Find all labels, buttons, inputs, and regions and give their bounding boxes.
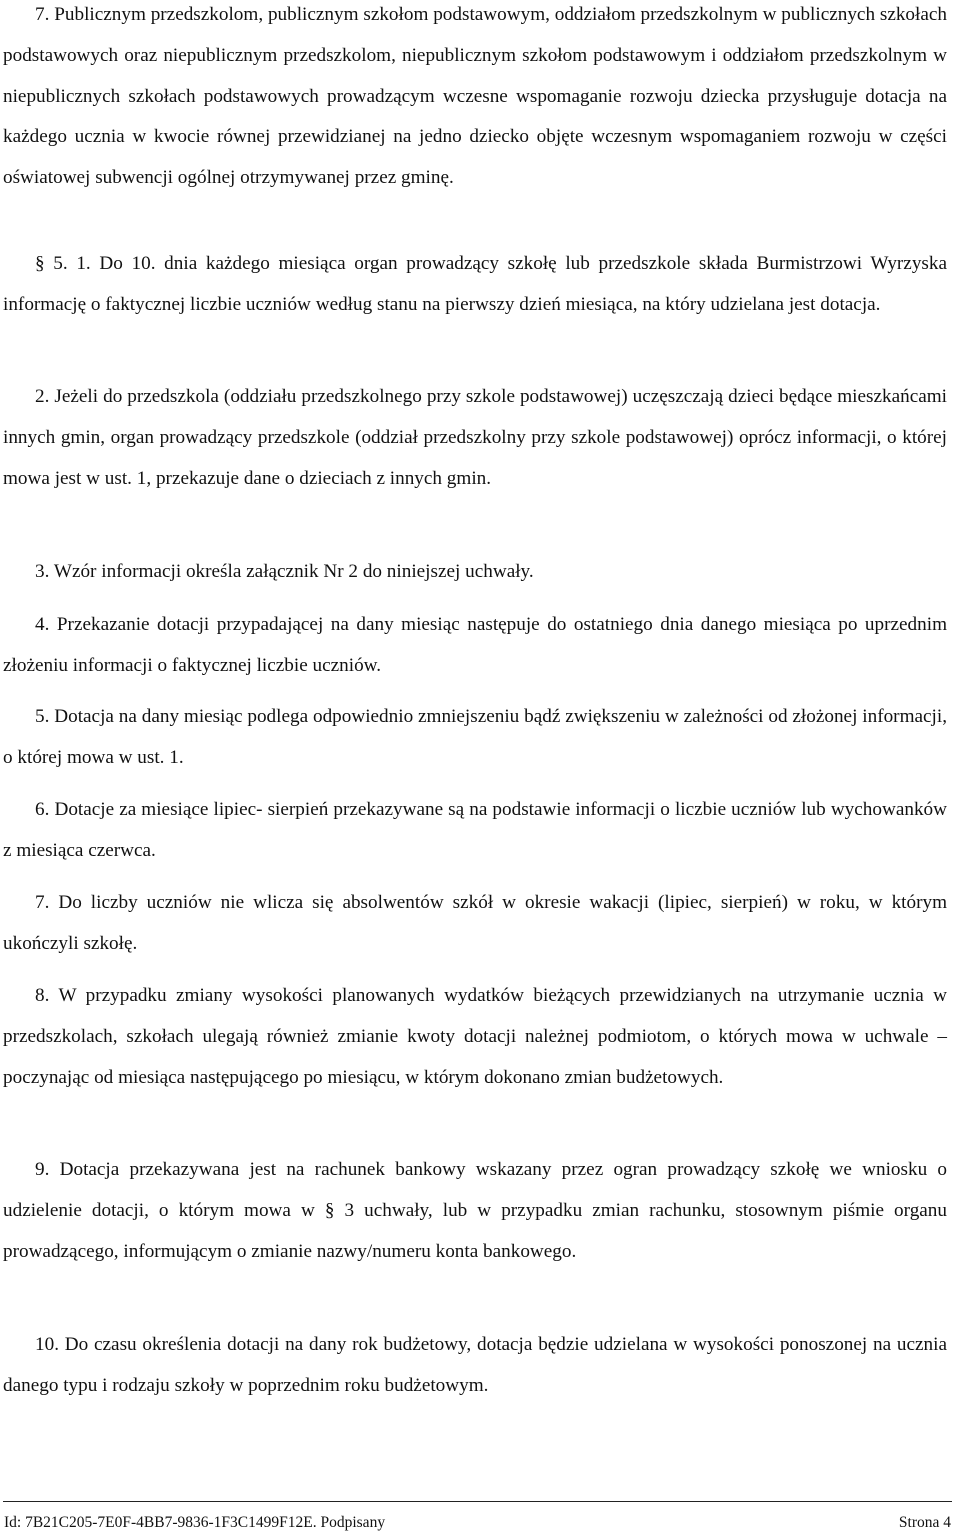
paragraph-5-8: 8. W przypadku zmiany wysokości planowanych wydatków bieżących przewidzianych na utrzymanie ucznia w przedszkolach, szkołach ulegają również zmianie kwoty dotacji należnej podmiotom, o których mowa w uchwale – poczynając od miesiąca następującego po miesiącu, w którym dokonano zmian budżetowych.	[3, 985, 947, 1088]
paragraph-7-early-support: 7. Publicznym przedszkolom, publicznym szkołom podstawowym, oddziałom przedszkolnym w publicznych szkołach podstawowych oraz niepublicznym przedszkolom, niepublicznym szkołom podstawowym i oddziałom przedszkolnym w niepublicznych szkołach podstawowych prowadzącym wczesne wspomaganie rozwoju dziecka przysługuje dotacja na każdego ucznia w kwocie równej przewidzianej na jedno dziecko objęte wczesnym wspomaganiem rozwoju w części oświatowej subwencji ogólnej otrzymywanej przez gminę.	[3, 4, 947, 189]
paragraph-5-4: 4. Przekazanie dotacji przypadającej na dany miesiąc następuje do ostatniego dnia danego miesiąca po uprzednim złożeniu informacji o faktycznej liczbie uczniów.	[3, 614, 947, 676]
paragraph-section-5-1: § 5. 1. Do 10. dnia każdego miesiąca organ prowadzący szkołę lub przedszkole składa Burmistrzowi Wyrzyska informację o faktycznej liczbie uczniów według stanu na pierwszy dzień miesiąca, na który udzielana jest dotacja.	[3, 253, 947, 315]
page-footer	[0, 1501, 960, 1536]
paragraph-5-10: 10. Do czasu określenia dotacji na dany rok budżetowy, dotacja będzie udzielana w wysokości ponoszonej na ucznia danego typu i rodzaju szkoły w poprzednim roku budżetowym.	[3, 1334, 947, 1396]
footer-divider	[3, 1501, 952, 1502]
page-number: Strona 4	[898, 1514, 951, 1531]
paragraph-5-5: 5. Dotacja na dany miesiąc podlega odpowiednio zmniejszeniu bądź zwiększeniu w zależności od złożonej informacji, o której mowa w ust. 1.	[3, 706, 947, 768]
paragraph-5-9: 9. Dotacja przekazywana jest na rachunek bankowy wskazany przez ogran prowadzący szkołę we wniosku o udzielenie dotacji, o którym mowa w § 3 uchwały, lub w przypadku zmian rachunku, stosownym piśmie organu prowadzącego, informującym o zmianie nazwy/numeru konta bankowego.	[3, 1159, 947, 1262]
paragraph-5-6: 6. Dotacje za miesiące lipiec- sierpień przekazywane są na podstawie informacji o liczbie uczniów lub wychowanków z miesiąca czerwca.	[3, 799, 947, 861]
paragraph-5-2: 2. Jeżeli do przedszkola (oddziału przedszkolnego przy szkole podstawowej) uczęszczają dzieci będące mieszkańcami innych gmin, organ prowadzący przedszkole (oddział przedszkolny przy szkole podstawowej) oprócz informacji, o której mowa jest w ust. 1, przekazuje dane o dzieciach z innych gmin.	[3, 386, 947, 489]
paragraph-5-3: 3. Wzór informacji określa załącznik Nr 2 do niniejszej uchwały.	[35, 561, 534, 582]
paragraph-5-7: 7. Do liczby uczniów nie wlicza się absolwentów szkół w okresie wakacji (lipiec, sierpień) w roku, w którym ukończyli szkołę.	[3, 892, 947, 954]
document-id: Id: 7B21C205-7E0F-4BB7-9836-1F3C1499F12E. Podpisany	[4, 1514, 386, 1531]
